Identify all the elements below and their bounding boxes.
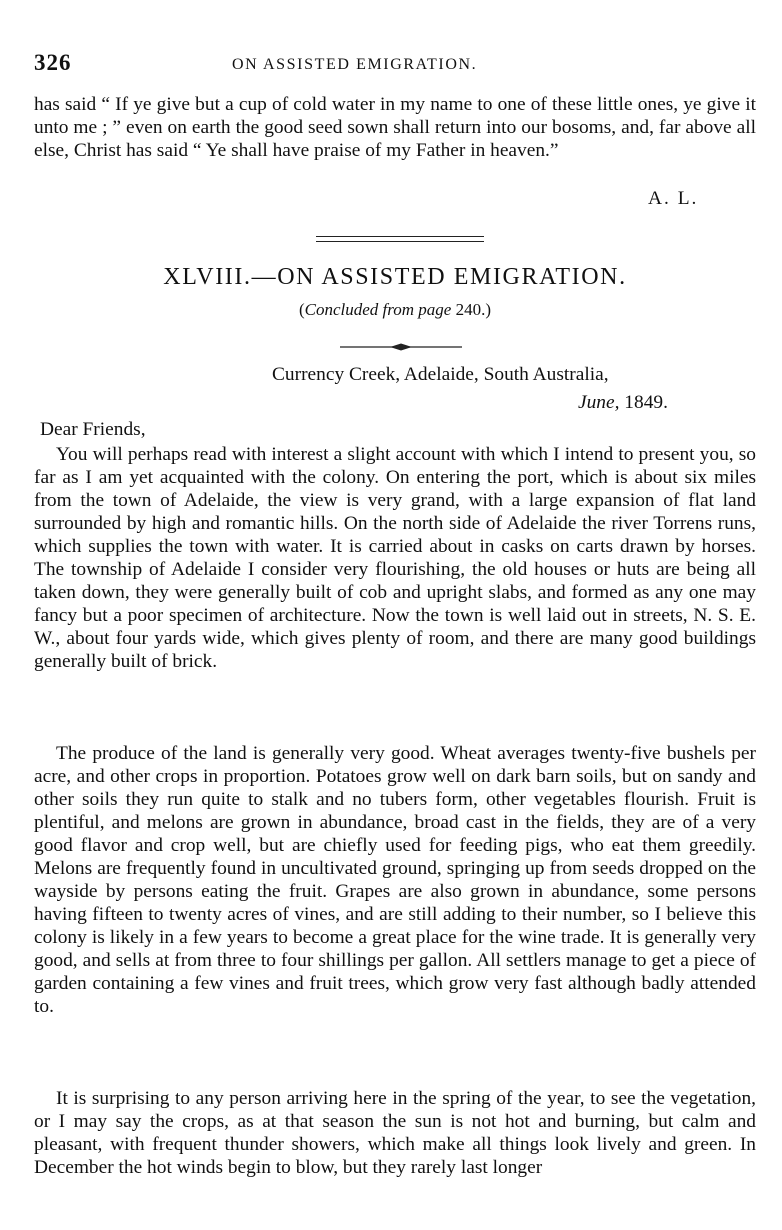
- article-subtitle: [34, 300, 756, 320]
- body-paragraph: You will perhaps read with interest a slight account with which I intend to present you, so far as I am yet acquainted with the colony. On entering the port, which is about six miles from the town of Adelaide, the view is very grand, with a large expansion of flat land surrounded by high and romantic hills. On the north side of Adelaide the river Torrens runs, which supplies the town with water. It is carried about in casks on carts drawn by horses. The township of Adelaide I consider very flourishing, the old houses or huts are being all taken down, they were generally built of cob and upright slabs, and formed as any one may fancy but a poor specimen of architecture. Now the town is well laid out in streets, N. S. E. W., about four yards wide, which gives plenty of room, and there are many good buildings generally built of brick.: [34, 444, 756, 672]
- letter-date: [578, 392, 668, 414]
- subtitle-page: 240.): [451, 300, 492, 319]
- subtitle-open-paren: (: [298, 300, 305, 319]
- section-divider-bottom: [316, 241, 484, 242]
- ornament-divider: [340, 342, 462, 352]
- section-divider-top: [316, 236, 484, 237]
- body-paragraph: It is surprising to any person arriving here in the spring of the year, to see the vegetation, or I may say the crops, as at that season the sun is not hot and burning, but calm and pleasant, with frequent thunder showers, which make all things look lively and green. In December the hot winds begin to blow, but they rarely last longer: [34, 1088, 756, 1178]
- date-month: June,: [578, 392, 620, 413]
- body-paragraph: The produce of the land is generally very good. Wheat averages twenty-five bushels per acre, and other crops in proportion. Potatoes grow well on dark barn soils, but on sandy and other soils they run quite to stalk and no tubers form, other vegetables flourish. Fruit is plentiful, and melons are grown in abundance, broad cast in the fields, they are of a very good flavor and crop well, but are chiefly used for feeding pigs, who eat them greedily. Melons are frequently found in uncultivated ground, springing up from seeds dropped on the wayside by persons eating the fruit. Grapes are also grown in abundance, some persons having fifteen to twenty acres of vines, and are still adding to their number, so I believe this colony is likely in a few years to become a great place for the wine trade. It is generally very good, and sells at from three to four shillings per gallon. All settlers manage to get a piece of garden containing a few vines and fruit trees, which grow very fast although badly attended to.: [34, 743, 756, 1017]
- subtitle-italic: Concluded from page: [304, 300, 452, 319]
- article-title: XLVIII.—ON ASSISTED EMIGRATION.: [163, 264, 627, 290]
- page-number: 326: [34, 50, 72, 75]
- carryover-paragraph: has said “ If ye give but a cup of cold water in my name to one of these little ones, ye give it unto me ; ” even on earth the good seed sown shall return into our bosoms, and, far above all else, Christ has said “ Ye shall have praise of my Father in heaven.”: [34, 94, 756, 161]
- signature: A. L.: [648, 188, 699, 209]
- salutation: Dear Friends,: [40, 419, 146, 440]
- letter-address: Currency Creek, Adelaide, South Australia,: [272, 364, 609, 385]
- running-title: ON ASSISTED EMIGRATION.: [232, 56, 478, 73]
- page-header: [34, 50, 756, 80]
- date-year: 1849.: [619, 392, 668, 413]
